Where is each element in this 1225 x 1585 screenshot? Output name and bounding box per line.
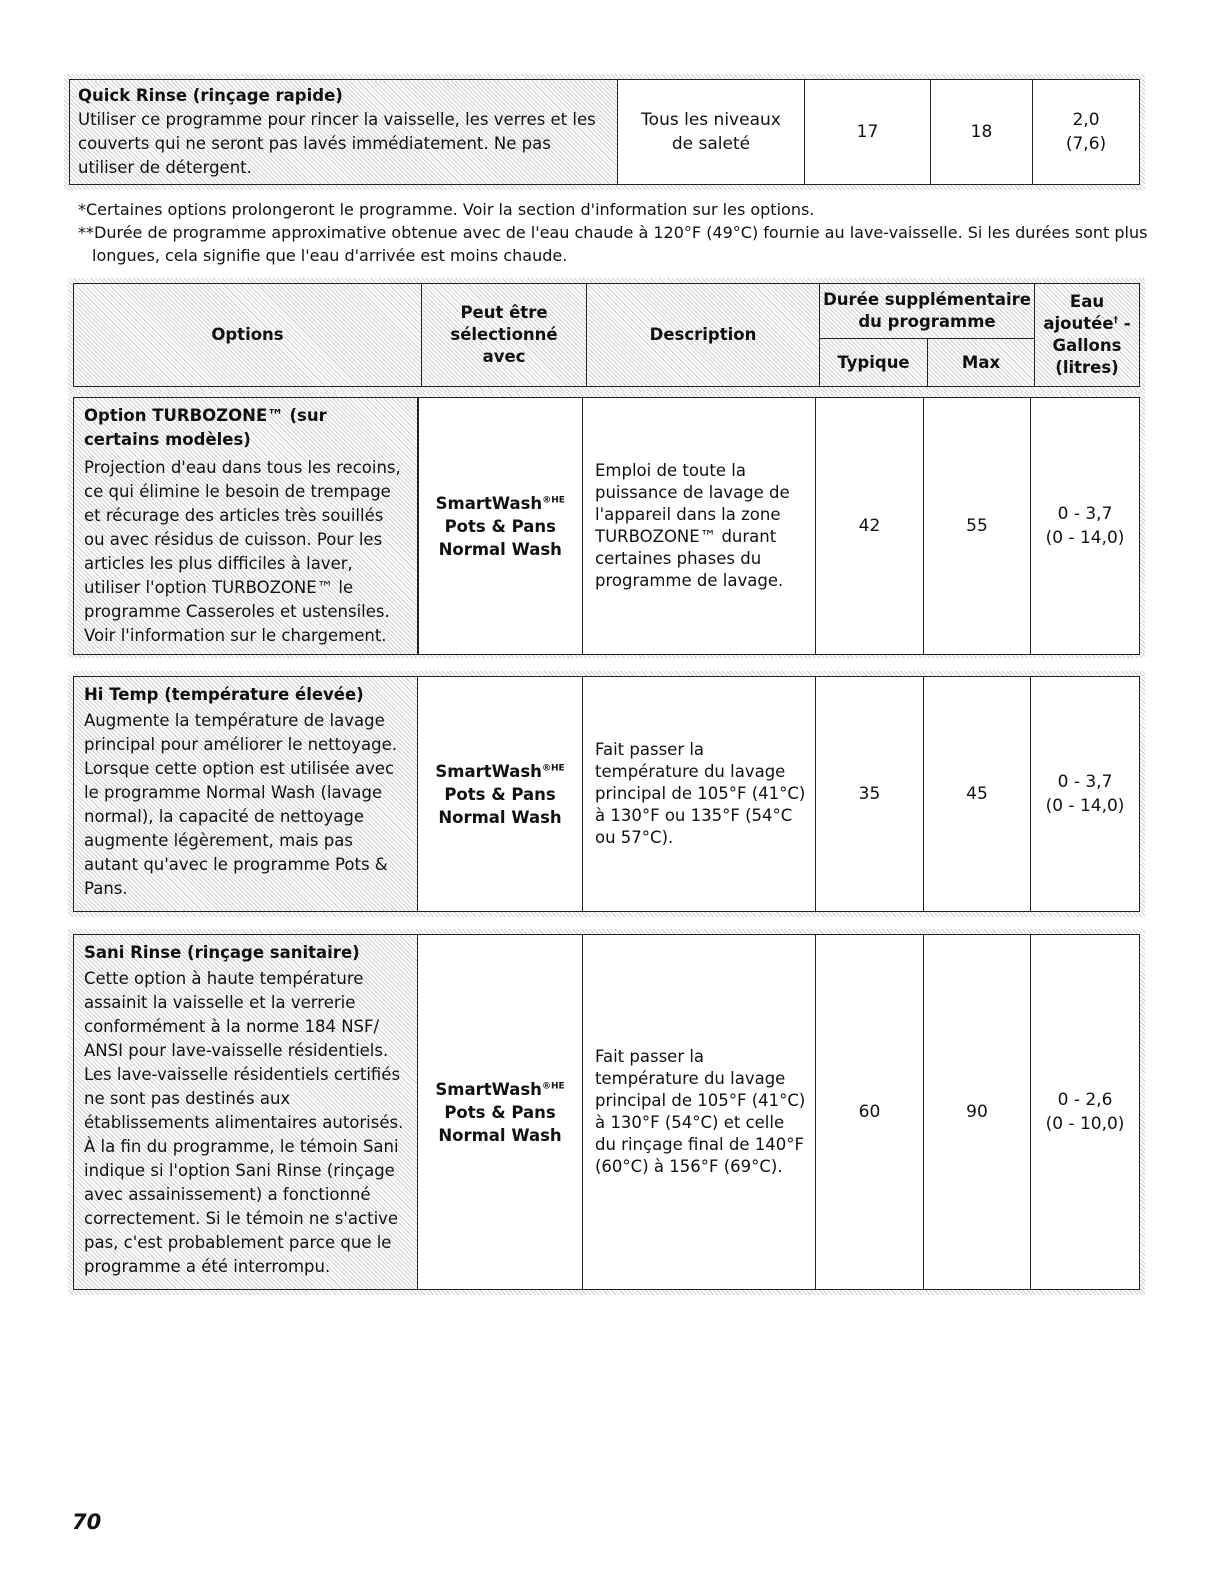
- footnote-1: *Certaines options prolongeront le programme. Voir la section d'information sur les options.: [78, 200, 815, 219]
- option-table-turbozone: [73, 397, 1140, 655]
- detail-cell: Fait passer la température du lavage principal de 105°F (41°C) à 130°F ou 135°F (54°C ou 57°C).: [583, 677, 816, 912]
- quick-rinse-soil: [618, 80, 805, 185]
- quick-rinse-cell: [70, 80, 618, 185]
- options-header-table: [73, 283, 1140, 387]
- max-cell: 90: [924, 935, 1031, 1290]
- quick-rinse-block: [64, 74, 1145, 190]
- quick-rinse-time-1: 17: [805, 80, 931, 185]
- typical-cell: 60: [816, 935, 924, 1290]
- selectable-normal: Normal Wash: [438, 807, 562, 827]
- water-cell: [1031, 935, 1140, 1290]
- selectable-pots: Pots & Pans: [444, 1102, 556, 1122]
- smartwash-mark: ®HE: [541, 1081, 565, 1091]
- header-extra-time-1: Durée supplémentaire: [823, 290, 1031, 309]
- smartwash-text: SmartWash: [435, 493, 543, 513]
- selectable-cell: [418, 935, 583, 1290]
- smartwash-mark: ®HE: [542, 495, 565, 505]
- soil-line-2: de saleté: [671, 134, 751, 154]
- max-cell: 55: [924, 398, 1031, 655]
- water-litres: (0 - 14,0): [1045, 528, 1125, 548]
- header-extra-time-2: du programme: [858, 312, 996, 331]
- option-cell: [74, 677, 418, 912]
- footnotes: [78, 198, 1158, 267]
- water-litres: (0 - 14,0): [1045, 796, 1125, 816]
- option-row-hi-temp: [68, 671, 1145, 917]
- water-cell: [1031, 398, 1140, 655]
- option-description: Augmente la température de lavage principal pour améliorer le nettoyage. Lorsque cette option est utilisée avec le programme Normal Wash (lavage normal), la capacité de nettoyage augmente légèrement, mais pas autant qu'avec le programme Pots & Pans.: [84, 711, 397, 898]
- option-title: Option TURBOZONE™ (sur certains modèles): [84, 406, 327, 449]
- water-gallons: 0 - 3,7: [1057, 772, 1113, 792]
- selectable-smartwash: [420, 492, 582, 515]
- header-typical: Typique: [820, 339, 928, 387]
- option-row-sani-rinse: [68, 929, 1145, 1295]
- water-cell: [1031, 677, 1140, 912]
- dagger-mark: †: [1113, 315, 1119, 326]
- header-options: Options: [74, 284, 422, 387]
- selectable-normal: Normal Wash: [438, 1125, 562, 1145]
- quick-rinse-table: [69, 79, 1140, 185]
- header-water-5: (litres): [1055, 358, 1119, 377]
- selectable-cell: [418, 677, 583, 912]
- quick-rinse-description: Utiliser ce programme pour rincer la vaisselle, les verres et les couverts qui ne seront pas lavés immédiatement. Ne pas utiliser de détergent.: [78, 110, 596, 177]
- option-cell: [74, 398, 418, 655]
- typical-cell: 42: [816, 398, 924, 655]
- option-table-hi-temp: [73, 676, 1140, 912]
- header-water-1: Eau: [1069, 292, 1105, 311]
- page-number: 70: [72, 1510, 102, 1534]
- header-selectable-1: Peut être: [460, 303, 548, 322]
- header-water-2: [1036, 313, 1138, 335]
- water-litres: (0 - 10,0): [1045, 1114, 1125, 1134]
- smartwash-text: SmartWash: [435, 761, 542, 781]
- selectable-smartwash: [419, 1078, 581, 1101]
- header-selectable-2: sélectionné: [450, 325, 558, 344]
- selectable-pots: Pots & Pans: [444, 516, 556, 536]
- option-table-sani-rinse: [73, 934, 1140, 1290]
- quick-rinse-title: Quick Rinse (rinçage rapide): [78, 86, 343, 105]
- header-extra-time: [820, 284, 1035, 339]
- selectable-smartwash: [419, 760, 581, 783]
- quick-rinse-time-2: 18: [931, 80, 1033, 185]
- options-header-block: [68, 278, 1145, 392]
- smartwash-mark: ®HE: [541, 763, 565, 773]
- footnote-2: **Durée de programme approximative obtenue avec de l'eau chaude à 120°F (49°C) fournie au lave-vaisselle. Si les durées sont plus longues, cela signifie que l'eau d'arrivée est moins chaude.: [78, 223, 1148, 265]
- typical-cell: 35: [816, 677, 924, 912]
- water-gallons: 0 - 3,7: [1057, 504, 1113, 524]
- water-litres: (7,6): [1065, 134, 1107, 154]
- water-gallons: 0 - 2,6: [1057, 1090, 1113, 1110]
- header-selectable: [422, 284, 587, 387]
- option-description: Projection d'eau dans tous les recoins, ce qui élimine le besoin de trempage et récurage des articles très souillés ou avec résidus de cuisson. Pour les articles les plus difficiles à laver, utiliser l'option TURBOZONE™ le programme Casseroles et ustensiles. Voir l'information sur le chargement.: [84, 458, 401, 645]
- quick-rinse-water: [1033, 80, 1140, 185]
- detail-cell: Emploi de toute la puissance de lavage de l'appareil dans la zone TURBOZONE™ durant certaines phases du programme de lavage.: [583, 398, 816, 655]
- header-selectable-3: avec: [482, 347, 526, 366]
- header-description: Description: [587, 284, 820, 387]
- selectable-normal: Normal Wash: [438, 539, 562, 559]
- detail-cell: Fait passer la température du lavage principal de 105°F (41°C) à 130°F (54°C) et celle du rinçage final de 140°F (60°C) à 156°F (69°C).: [583, 935, 816, 1290]
- soil-line-1: Tous les niveaux: [641, 110, 781, 130]
- option-cell: [74, 935, 418, 1290]
- header-water-4: Gallons: [1052, 336, 1122, 355]
- option-title: Hi Temp (température élevée): [84, 685, 364, 704]
- header-water-2-text: ajoutée: [1043, 314, 1114, 333]
- water-gallons: 2,0: [1072, 110, 1100, 130]
- header-water: [1035, 284, 1140, 387]
- option-row-turbozone: [68, 392, 1145, 658]
- selectable-pots: Pots & Pans: [444, 784, 556, 804]
- header-water-dash: -: [1118, 314, 1131, 333]
- option-description: Cette option à haute température assainit la vaisselle et la verrerie conformément à la norme 184 NSF/ ANSI pour lave-vaisselle résidentiels. Les lave-vaisselle résidentiels certifiés ne sont pas destinés aux établissements alimentaires autorisés. À la fin du programme, le témoin Sani indique si l'option Sani Rinse (rinçage avec assainissement) a fonctionné correctement. Si le témoin ne s'active pas, c'est probablement parce que le programme a été interrompu.: [84, 969, 404, 1276]
- option-title: Sani Rinse (rinçage sanitaire): [84, 943, 360, 962]
- max-cell: 45: [924, 677, 1031, 912]
- selectable-cell: [418, 398, 583, 655]
- smartwash-text: SmartWash: [435, 1079, 542, 1099]
- header-max: Max: [928, 339, 1035, 387]
